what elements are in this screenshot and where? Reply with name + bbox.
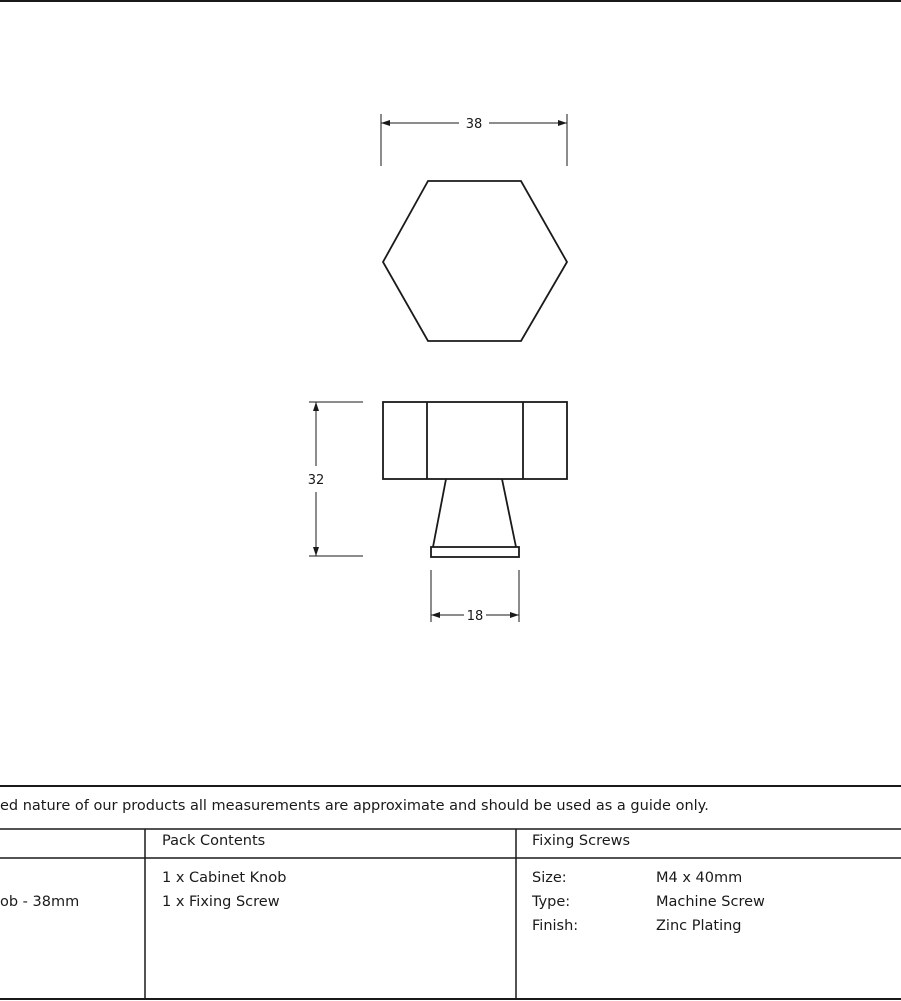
disclaimer-note: ed nature of our products all measurements are approximate and should be used as a guide only.	[0, 798, 709, 814]
fixing-screws-header: Fixing Screws	[532, 833, 631, 849]
screw-type-value: Machine Screw	[656, 894, 765, 910]
knob-top-view-hexagon	[383, 181, 567, 341]
footer-table-grid	[0, 786, 901, 999]
pack-item: 1 x Cabinet Knob	[162, 870, 287, 886]
height-arrow-top	[313, 402, 319, 411]
base-arrow-left	[431, 612, 440, 618]
base-dimension-label: 18	[466, 609, 484, 624]
pack-item: 1 x Fixing Screw	[162, 894, 280, 910]
knob-side-view	[383, 402, 567, 557]
product-name: ob - 38mm	[0, 894, 80, 910]
height-dimension-label: 32	[307, 473, 325, 488]
width-arrow-right	[558, 120, 567, 126]
base-arrow-right	[510, 612, 519, 618]
screw-size-label: Size:	[532, 870, 567, 886]
screw-type-label: Type:	[532, 894, 571, 910]
screw-size-value: M4 x 40mm	[656, 870, 743, 886]
width-dimension-label: 38	[465, 117, 483, 132]
screw-finish-value: Zinc Plating	[656, 918, 742, 934]
height-arrow-bottom	[313, 547, 319, 556]
width-arrow-left	[381, 120, 390, 126]
screw-finish-label: Finish:	[532, 918, 579, 934]
pack-contents-header: Pack Contents	[162, 833, 266, 849]
